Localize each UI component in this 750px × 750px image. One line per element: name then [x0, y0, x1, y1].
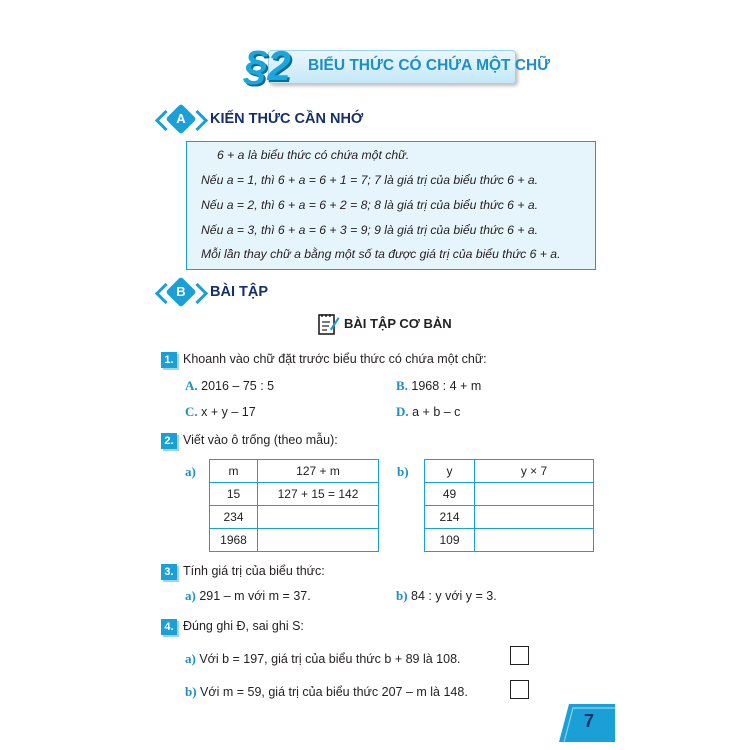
option-a — [185, 378, 274, 394]
table-a-label — [185, 464, 196, 480]
table-cell — [258, 529, 379, 552]
knowledge-line: Nếu a = 2, thì 6 + a = 6 + 2 = 8; 8 là giá trị của biểu thức 6 + a. — [201, 198, 539, 212]
table-a — [209, 459, 379, 552]
table-cell — [475, 506, 594, 529]
option-b — [396, 378, 481, 394]
part-text: Với b = 197, giá trị của biểu thức b + 89 là 108. — [199, 652, 461, 666]
option-text: 1968 : 4 + m — [411, 379, 482, 393]
option-text: x + y – 17 — [201, 405, 256, 419]
table-cell: 234 — [210, 506, 258, 529]
option-letter: D. — [396, 404, 409, 419]
table-cell: 214 — [425, 506, 475, 529]
answer-box-b[interactable] — [510, 680, 529, 699]
title-banner — [238, 40, 551, 92]
table-header: m — [210, 460, 258, 483]
table-header: 127 + m — [258, 460, 379, 483]
table-cell: 15 — [210, 483, 258, 506]
exercise-4a — [185, 651, 461, 667]
part-letter: a) — [185, 588, 196, 603]
exercise-3a — [185, 588, 311, 604]
part-text: Với m = 59, giá trị của biểu thức 207 – m là 148. — [200, 685, 468, 699]
knowledge-line: Nếu a = 1, thì 6 + a = 6 + 1 = 7; 7 là giá trị của biểu thức 6 + a. — [201, 173, 539, 187]
section-a-badge: A — [176, 111, 186, 126]
exercise-4-number: 4. — [161, 619, 177, 635]
table-b-label — [397, 464, 409, 480]
knowledge-box — [186, 141, 596, 270]
section-b-header — [158, 279, 358, 305]
part-text: 291 – m với m = 37. — [199, 589, 311, 603]
table-header: y — [425, 460, 475, 483]
section-number: §2 — [244, 42, 291, 89]
exercise-3-text: Tính giá trị của biểu thức: — [183, 564, 325, 578]
exercise-1-number: 1. — [161, 352, 177, 368]
section-b-badge: B — [176, 284, 186, 299]
section-a-header — [158, 106, 364, 132]
page-number: 7 — [583, 711, 594, 731]
table-cell: 127 + 15 = 142 — [258, 483, 379, 506]
table-cell: 109 — [425, 529, 475, 552]
part-letter: b) — [185, 684, 197, 699]
exercise-1-text: Khoanh vào chữ đặt trước biểu thức có chứa một chữ: — [183, 352, 487, 366]
table-cell — [475, 483, 594, 506]
option-text: 2016 – 75 : 5 — [201, 379, 275, 393]
table-b-letter: b) — [397, 464, 409, 479]
table-a-letter: a) — [185, 464, 196, 479]
table-cell — [475, 529, 594, 552]
table-cell: 49 — [425, 483, 475, 506]
table-header: y × 7 — [475, 460, 594, 483]
knowledge-line: Nếu a = 3, thì 6 + a = 6 + 3 = 9; 9 là giá trị của biểu thức 6 + a. — [201, 223, 539, 237]
option-letter: C. — [185, 404, 198, 419]
exercise-4-text: Đúng ghi Đ, sai ghi S: — [183, 619, 304, 633]
knowledge-line: Mỗi lần thay chữ a bằng một số ta được giá trị của biểu thức 6 + a. — [201, 247, 561, 261]
exercise-2-text: Viết vào ô trống (theo mẫu): — [183, 433, 338, 447]
exercise-2-number: 2. — [161, 433, 177, 449]
part-text: 84 : y với y = 3. — [411, 589, 497, 603]
section-b-label: BÀI TẬP — [210, 284, 268, 300]
part-letter: b) — [396, 588, 408, 603]
part-letter: a) — [185, 651, 196, 666]
option-letter: B. — [396, 378, 408, 393]
exercise-3b — [396, 588, 497, 604]
table-cell — [258, 506, 379, 529]
option-d — [396, 404, 460, 420]
option-c — [185, 404, 256, 420]
option-text: a + b – c — [412, 405, 461, 419]
option-letter: A. — [185, 378, 198, 393]
table-b — [424, 459, 594, 552]
page-number-tab — [555, 702, 615, 742]
basic-exercises-label: BÀI TẬP CƠ BẢN — [344, 316, 452, 331]
knowledge-line: 6 + a là biểu thức có chứa một chữ. — [217, 148, 410, 162]
section-a-label: KIẾN THỨC CẦN NHỚ — [210, 111, 364, 127]
exercise-3-number: 3. — [161, 564, 177, 580]
answer-box-a[interactable] — [510, 646, 529, 665]
table-cell: 1968 — [210, 529, 258, 552]
exercise-4b — [185, 684, 468, 700]
basic-exercises-header — [318, 311, 478, 337]
writing-pad-icon — [318, 312, 340, 336]
page-title: BIỂU THỨC CÓ CHỨA MỘT CHỮ — [308, 57, 551, 74]
